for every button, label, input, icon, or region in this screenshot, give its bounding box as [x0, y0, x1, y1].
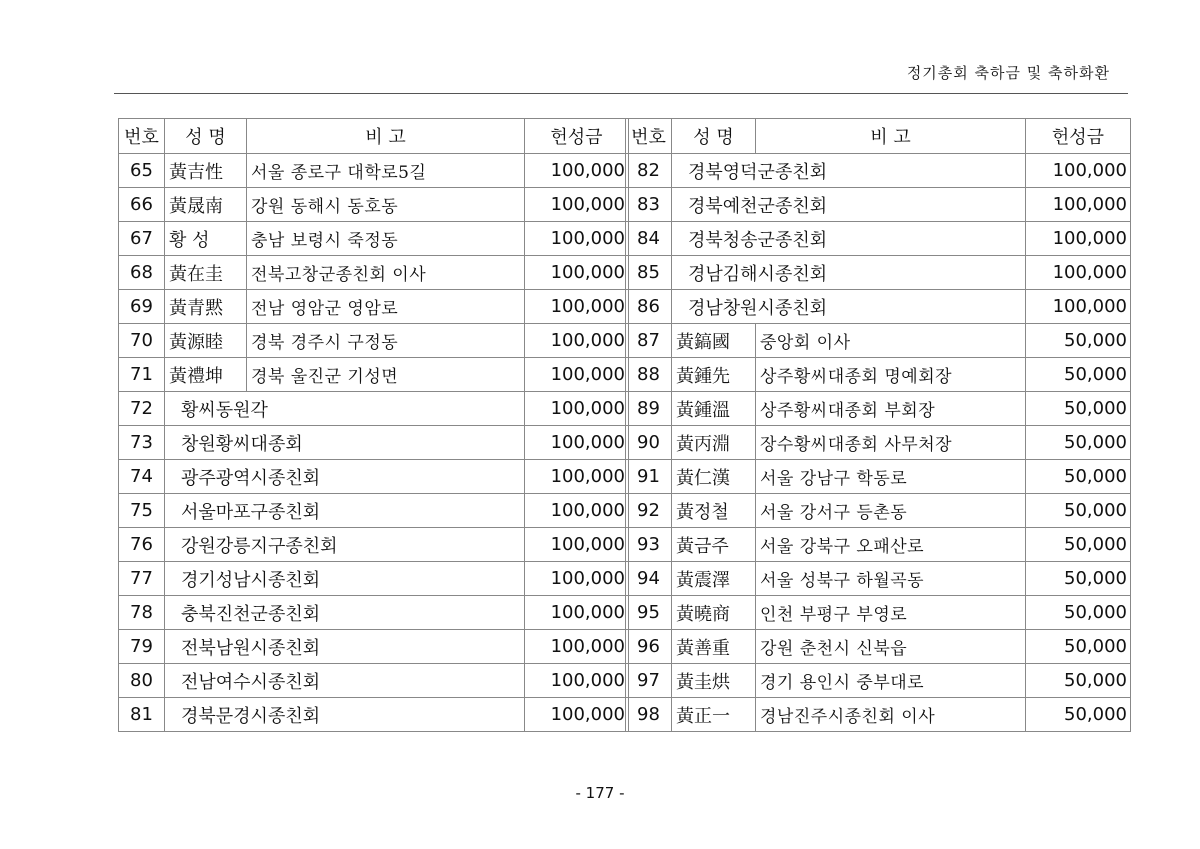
table-row	[119, 154, 629, 188]
donation-amount: 50,000	[1026, 528, 1131, 562]
donor-name: 黃晟南	[165, 188, 247, 222]
row-number: 65	[119, 154, 165, 188]
donor-name: 경북영덕군종친회	[672, 154, 1026, 188]
table-row	[119, 188, 629, 222]
table-row	[626, 596, 1131, 630]
table-row	[119, 256, 629, 290]
row-number: 81	[119, 698, 165, 732]
donation-amount: 100,000	[1026, 222, 1131, 256]
table-row	[626, 324, 1131, 358]
row-number: 71	[119, 358, 165, 392]
donor-name: 黃鎬國	[672, 324, 756, 358]
row-number: 98	[626, 698, 672, 732]
donor-name: 黃曉商	[672, 596, 756, 630]
table-row	[626, 290, 1131, 324]
donor-name: 黃鍾先	[672, 358, 756, 392]
donation-amount: 100,000	[1026, 290, 1131, 324]
col-header-note: 비 고	[247, 119, 525, 154]
page-header-title: 정기총회 축하금 및 축하화환	[906, 64, 1110, 82]
donation-amount: 50,000	[1026, 698, 1131, 732]
table-row	[119, 562, 629, 596]
row-number: 90	[626, 426, 672, 460]
row-number: 96	[626, 630, 672, 664]
donor-note: 강원 춘천시 신북읍	[756, 630, 1026, 664]
table-row	[119, 426, 629, 460]
donation-amount: 50,000	[1026, 596, 1131, 630]
table-row	[626, 154, 1131, 188]
row-number: 70	[119, 324, 165, 358]
donation-amount: 50,000	[1026, 630, 1131, 664]
donor-name: 경기성남시종친회	[165, 562, 525, 596]
donation-amount: 100,000	[525, 528, 629, 562]
col-header-no: 번호	[626, 119, 672, 154]
col-header-no: 번호	[119, 119, 165, 154]
donor-name: 黃善重	[672, 630, 756, 664]
table-row	[119, 222, 629, 256]
donor-note: 서울 종로구 대학로5길	[247, 154, 525, 188]
table-row	[119, 392, 629, 426]
donation-amount: 100,000	[525, 290, 629, 324]
donation-table-left	[118, 118, 629, 732]
row-number: 87	[626, 324, 672, 358]
donor-note: 장수황씨대종회 사무처장	[756, 426, 1026, 460]
donation-amount: 100,000	[525, 426, 629, 460]
row-number: 68	[119, 256, 165, 290]
donation-amount: 100,000	[525, 494, 629, 528]
table-row	[119, 290, 629, 324]
donor-name: 경남창원시종친회	[672, 290, 1026, 324]
table-row	[626, 664, 1131, 698]
row-number: 84	[626, 222, 672, 256]
row-number: 73	[119, 426, 165, 460]
page-number: - 177 -	[575, 784, 625, 802]
donation-amount: 50,000	[1026, 324, 1131, 358]
donor-name: 黃仁漢	[672, 460, 756, 494]
table-row	[626, 188, 1131, 222]
donor-name: 경북예천군종친회	[672, 188, 1026, 222]
donor-name: 黃青黙	[165, 290, 247, 324]
donation-amount: 50,000	[1026, 358, 1131, 392]
donation-amount: 100,000	[525, 460, 629, 494]
donation-amount: 50,000	[1026, 664, 1131, 698]
donor-name: 黃源睦	[165, 324, 247, 358]
table-row	[119, 358, 629, 392]
donor-note: 서울 강남구 학동로	[756, 460, 1026, 494]
row-number: 72	[119, 392, 165, 426]
row-number: 76	[119, 528, 165, 562]
donor-name: 황씨동원각	[165, 392, 525, 426]
row-number: 86	[626, 290, 672, 324]
donation-amount: 100,000	[525, 664, 629, 698]
donor-name: 黃正一	[672, 698, 756, 732]
donor-name: 황 성	[165, 222, 247, 256]
row-number: 77	[119, 562, 165, 596]
donation-table-right	[625, 118, 1131, 732]
donation-amount: 50,000	[1026, 460, 1131, 494]
table-row	[626, 392, 1131, 426]
row-number: 93	[626, 528, 672, 562]
row-number: 75	[119, 494, 165, 528]
donor-note: 경기 용인시 중부대로	[756, 664, 1026, 698]
table-row	[626, 222, 1131, 256]
donor-name: 黃在圭	[165, 256, 247, 290]
donor-note: 강원 동해시 동호동	[247, 188, 525, 222]
donor-name: 전남여수시종친회	[165, 664, 525, 698]
table-row	[119, 630, 629, 664]
donor-name: 충북진천군종친회	[165, 596, 525, 630]
donor-name: 전북남원시종친회	[165, 630, 525, 664]
donation-amount: 100,000	[525, 256, 629, 290]
row-number: 97	[626, 664, 672, 698]
donor-name: 강원강릉지구종친회	[165, 528, 525, 562]
donor-note: 전북고창군종친회 이사	[247, 256, 525, 290]
donation-amount: 100,000	[1026, 256, 1131, 290]
donation-amount: 100,000	[1026, 188, 1131, 222]
donor-name: 黃정철	[672, 494, 756, 528]
donor-name: 黃丙淵	[672, 426, 756, 460]
donor-name: 경북문경시종친회	[165, 698, 525, 732]
donor-note: 중앙회 이사	[756, 324, 1026, 358]
donor-name: 黃금주	[672, 528, 756, 562]
row-number: 88	[626, 358, 672, 392]
table-header-row	[626, 119, 1131, 154]
donor-note: 경북 울진군 기성면	[247, 358, 525, 392]
row-number: 74	[119, 460, 165, 494]
table-row	[626, 460, 1131, 494]
row-number: 89	[626, 392, 672, 426]
col-header-amount: 헌성금	[1026, 119, 1131, 154]
donor-name: 黃震澤	[672, 562, 756, 596]
table-row	[626, 630, 1131, 664]
table-row	[626, 358, 1131, 392]
donation-amount: 50,000	[1026, 562, 1131, 596]
col-header-amount: 헌성금	[525, 119, 629, 154]
donation-amount: 100,000	[525, 562, 629, 596]
row-number: 85	[626, 256, 672, 290]
donation-amount: 50,000	[1026, 426, 1131, 460]
col-header-name: 성 명	[165, 119, 247, 154]
table-row	[119, 664, 629, 698]
donation-amount: 50,000	[1026, 494, 1131, 528]
col-header-note: 비 고	[756, 119, 1026, 154]
row-number: 82	[626, 154, 672, 188]
row-number: 69	[119, 290, 165, 324]
table-row	[119, 494, 629, 528]
row-number: 78	[119, 596, 165, 630]
donor-name: 경남김해시종친회	[672, 256, 1026, 290]
donation-amount: 100,000	[525, 154, 629, 188]
row-number: 92	[626, 494, 672, 528]
row-number: 80	[119, 664, 165, 698]
donor-note: 서울 강북구 오패산로	[756, 528, 1026, 562]
table-row	[119, 528, 629, 562]
row-number: 67	[119, 222, 165, 256]
table-row	[626, 426, 1131, 460]
donation-amount: 100,000	[525, 392, 629, 426]
row-number: 91	[626, 460, 672, 494]
row-number: 83	[626, 188, 672, 222]
donor-note: 인천 부평구 부영로	[756, 596, 1026, 630]
donor-name: 黃圭烘	[672, 664, 756, 698]
donation-amount: 100,000	[525, 358, 629, 392]
donation-amount: 100,000	[1026, 154, 1131, 188]
table-row	[119, 460, 629, 494]
table-row	[119, 596, 629, 630]
donor-note: 전남 영암군 영암로	[247, 290, 525, 324]
donation-amount: 50,000	[1026, 392, 1131, 426]
donor-name: 창원황씨대종회	[165, 426, 525, 460]
donor-name: 黃鍾溫	[672, 392, 756, 426]
donor-name: 광주광역시종친회	[165, 460, 525, 494]
table-row	[626, 494, 1131, 528]
row-number: 95	[626, 596, 672, 630]
donor-name: 黃禮坤	[165, 358, 247, 392]
table-header-row	[119, 119, 629, 154]
donor-note: 서울 강서구 등촌동	[756, 494, 1026, 528]
donor-note: 경북 경주시 구정동	[247, 324, 525, 358]
donation-amount: 100,000	[525, 596, 629, 630]
col-header-name: 성 명	[672, 119, 756, 154]
donor-note: 서울 성북구 하월곡동	[756, 562, 1026, 596]
table-row	[626, 528, 1131, 562]
table-row	[119, 324, 629, 358]
donor-note: 상주황씨대종회 부회장	[756, 392, 1026, 426]
row-number: 79	[119, 630, 165, 664]
donor-name: 경북청송군종친회	[672, 222, 1026, 256]
donation-amount: 100,000	[525, 630, 629, 664]
donor-note: 상주황씨대종회 명예회장	[756, 358, 1026, 392]
donor-note: 경남진주시종친회 이사	[756, 698, 1026, 732]
donation-amount: 100,000	[525, 188, 629, 222]
donation-amount: 100,000	[525, 222, 629, 256]
donor-note: 충남 보령시 죽정동	[247, 222, 525, 256]
row-number: 66	[119, 188, 165, 222]
table-row	[626, 698, 1131, 732]
donation-amount: 100,000	[525, 698, 629, 732]
donor-name: 서울마포구종친회	[165, 494, 525, 528]
table-row	[626, 256, 1131, 290]
table-row	[119, 698, 629, 732]
row-number: 94	[626, 562, 672, 596]
donor-name: 黃吉性	[165, 154, 247, 188]
donation-amount: 100,000	[525, 324, 629, 358]
header-divider	[114, 93, 1128, 94]
table-row	[626, 562, 1131, 596]
